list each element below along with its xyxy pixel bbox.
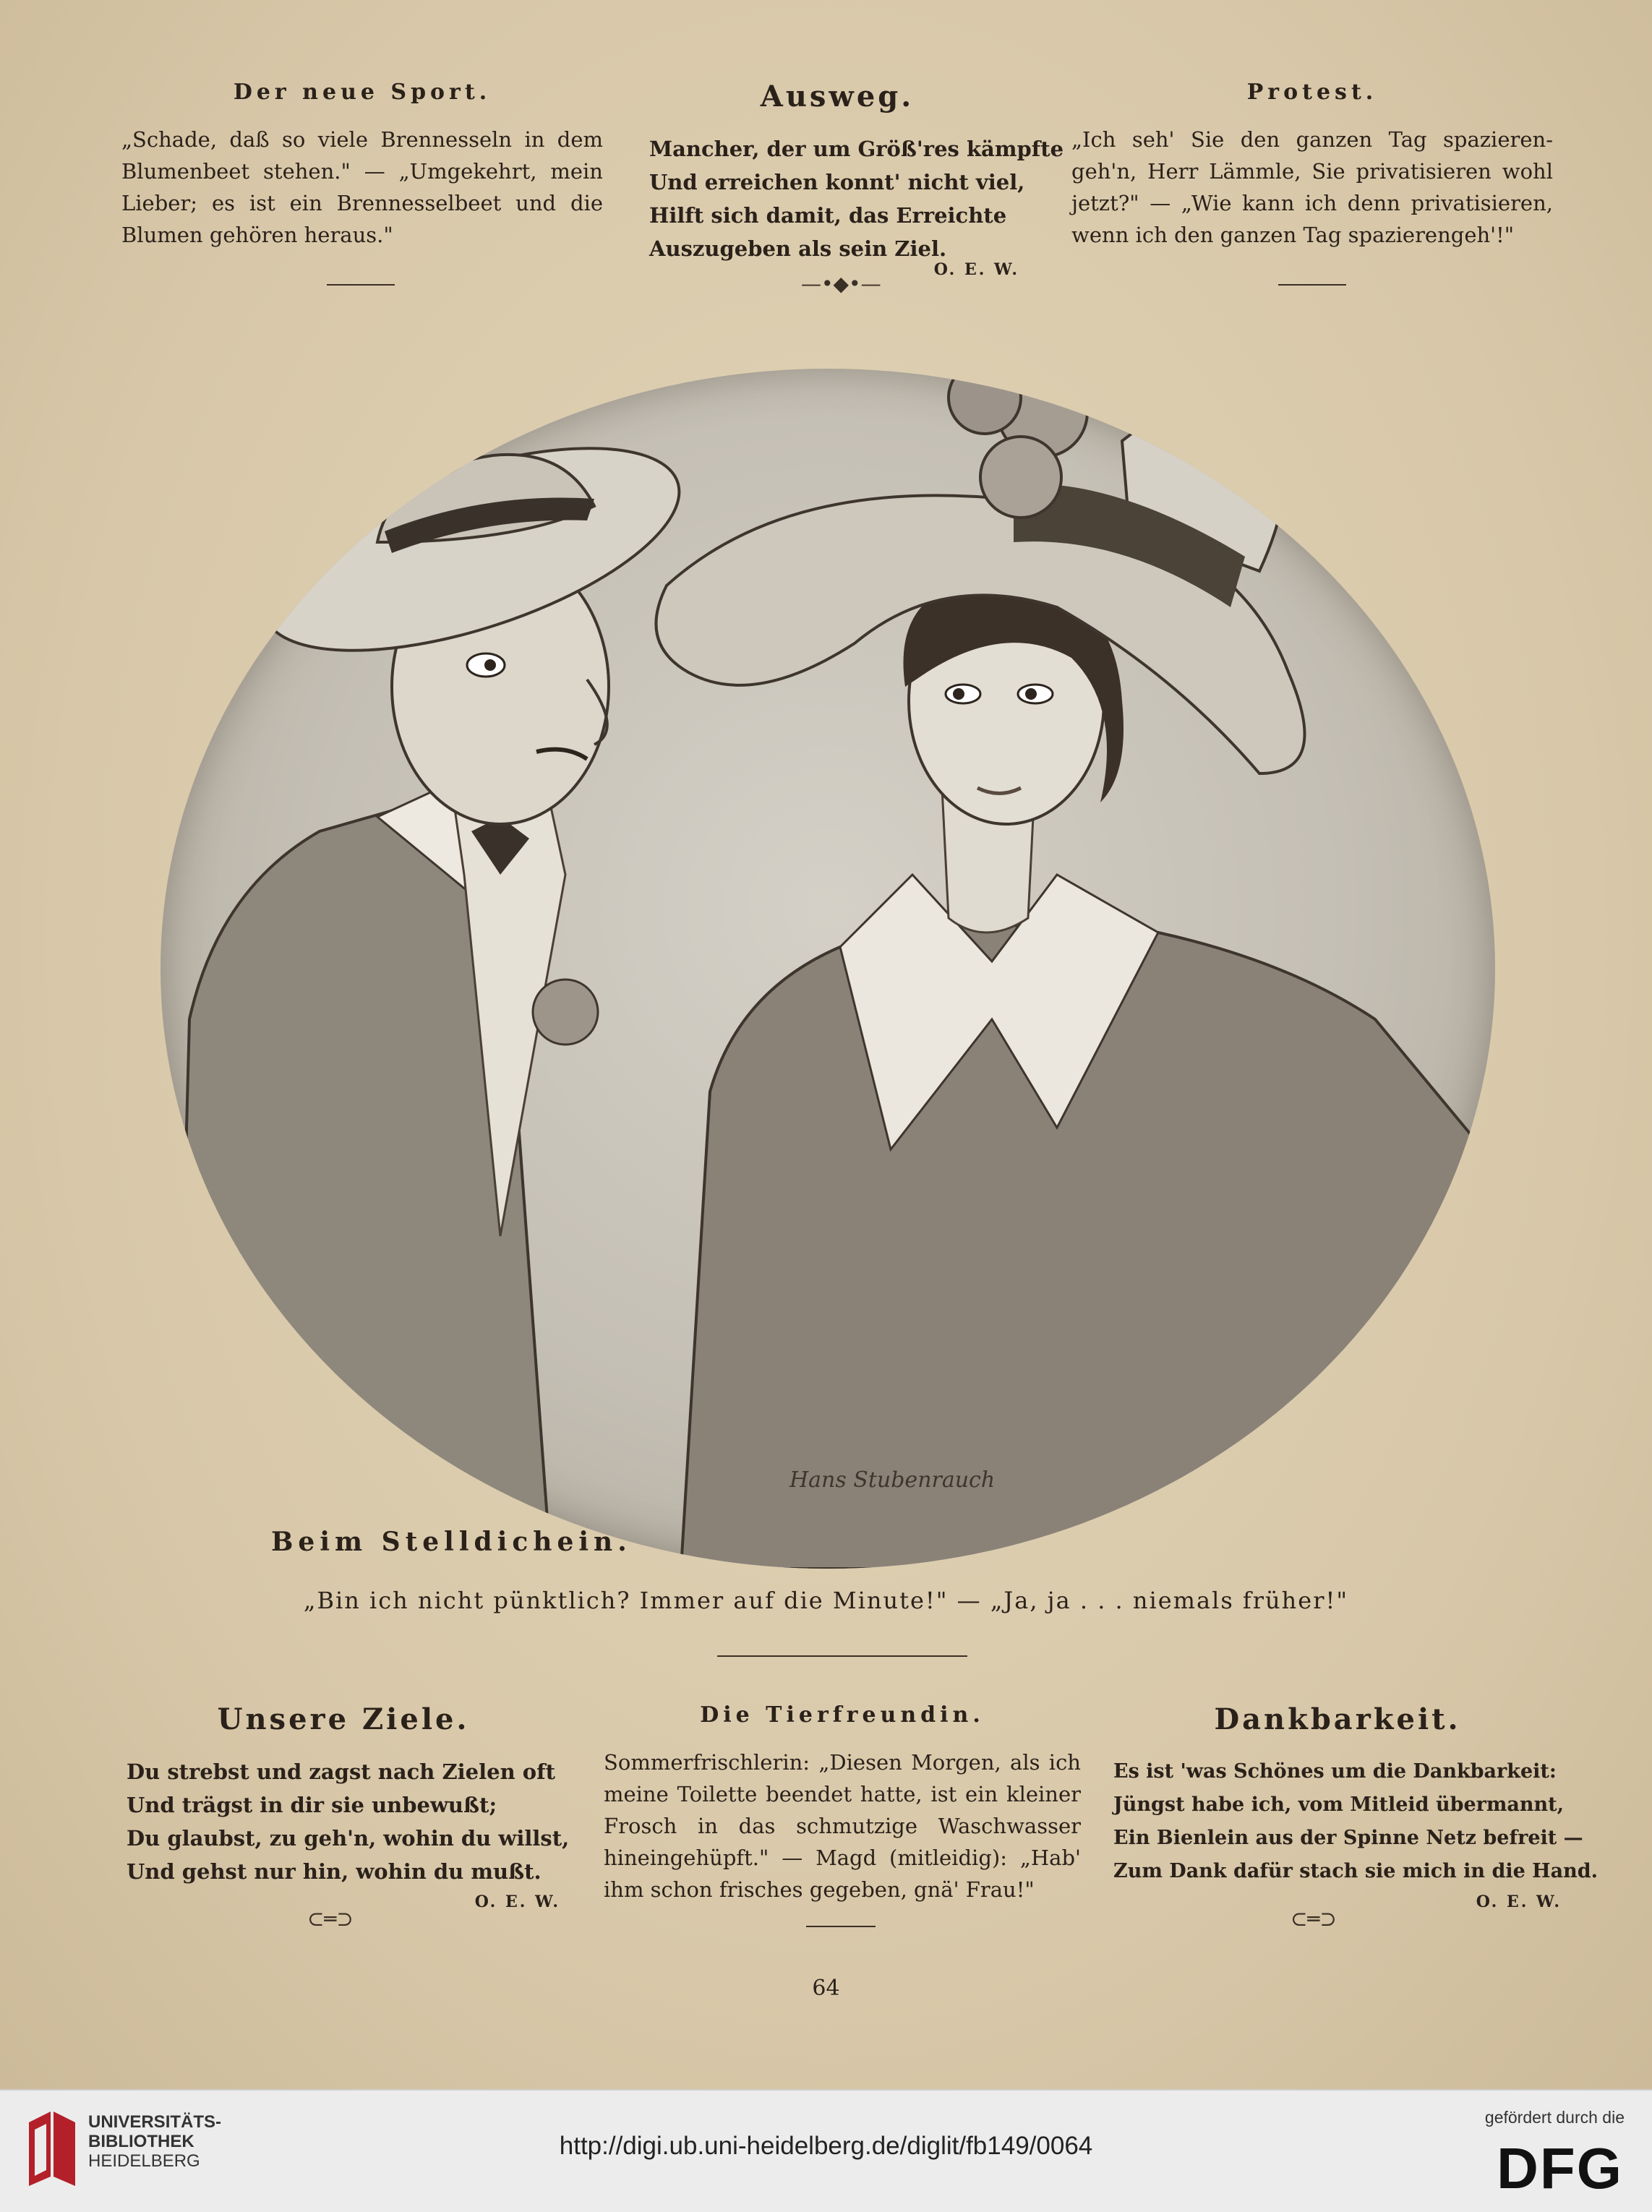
caption-title: Beim Stelldichein. [271, 1527, 632, 1557]
library-line: HEIDELBERG [88, 2151, 200, 2171]
poem-title: Dankbarkeit. [1214, 1702, 1461, 1736]
page-number: 64 [812, 1976, 840, 2001]
poem-line: Hilft sich damit, das Erreichte [649, 203, 1007, 228]
article-text: „Schade, daß so viele Brennesseln in dem Blumenbeet stehen." — „Umgekehrt, mein Lieber; es ist ein Brennesselbeet und die Blumen gehören heraus." [121, 127, 603, 247]
poem-line: Du glaubst, zu geh'n, wohin du willst, [127, 1826, 570, 1851]
man-pupil [484, 659, 496, 671]
divider [717, 1655, 967, 1657]
woman-pupil [953, 688, 964, 700]
library-line: BIBLIOTHEK [88, 2132, 194, 2151]
footer-bar [0, 2089, 1652, 2212]
poem-unsere-ziele [127, 1702, 570, 1911]
poem-signature: O. E. W. [933, 260, 1019, 279]
divider [1278, 284, 1346, 286]
woman-pupil [1025, 688, 1037, 700]
poem-dankbarkeit [1113, 1702, 1598, 1911]
poem-line: Mancher, der um Größ'res kämpfte [649, 137, 1064, 161]
article-title: Protest. [1246, 80, 1378, 105]
article-protest [1071, 80, 1553, 251]
article-text: „Ich seh' Sie den ganzen Tag spazieren-geh'n, Herr Lämmle, Sie privatisieren wohl jetzt?" — „Wie kann ich denn privatisieren, wenn ich den ganzen Tag spazierengeh'!" [1071, 127, 1553, 247]
article-title: Der neue Sport. [233, 80, 492, 105]
divider [327, 284, 395, 286]
article-der-neue-sport [121, 80, 603, 251]
caption-text: „Bin ich nicht pünktlich? Immer auf die Minute!" — „Ja, ja . . . niemals früher!" [303, 1587, 1349, 1614]
article-title: Die Tierfreundin. [700, 1702, 985, 1728]
article-die-tierfreundin [604, 1702, 1081, 1906]
dfg-logo: DFG [1497, 2136, 1623, 2200]
divider [806, 1926, 876, 1927]
ornament-divider: ⊂═⊃ [1291, 1907, 1337, 1931]
couple-illustration [161, 369, 1495, 1569]
poem-line: Ein Bienlein aus der Spinne Netz befreit — [1113, 1827, 1583, 1849]
poem-line: Und gehst nur hin, wohin du mußt. [127, 1859, 542, 1884]
poem-ausweg [649, 80, 1064, 265]
poem-line: Jüngst habe ich, vom Mitleid übermannt, [1113, 1793, 1565, 1816]
permalink-url[interactable]: http://digi.ub.uni-heidelberg.de/diglit/fb149/0064 [559, 2132, 1093, 2160]
article-text: Sommerfrischlerin: „Diesen Morgen, als ich meine Toilette beendet hatte, ist ein kleiner Frosch in das schmutzige Waschwasser hineingehüpft." — Magd (mitleidig): „Hab' ihm schon frisches gegeben, gnä' Frau!" [604, 1750, 1081, 1902]
poem-line: Auszugeben als sein Ziel. [649, 236, 947, 261]
poem-line: Du strebst und zagst nach Zielen oft [127, 1759, 555, 1784]
funding-note: gefördert durch die [1484, 2108, 1625, 2127]
poem-line: Und erreichen konnt' nicht viel, [649, 170, 1025, 194]
poem-title: Unsere Ziele. [217, 1702, 470, 1736]
hat-rose [980, 437, 1061, 518]
ornament-divider: —•◆•— [801, 272, 881, 296]
poem-line: Es ist 'was Schönes um die Dankbarkeit: [1113, 1760, 1557, 1783]
artist-signature: Hans Stubenrauch [789, 1467, 996, 1493]
boutonniere-rose [533, 979, 598, 1045]
poem-signature: O. E. W. [1476, 1892, 1562, 1911]
poem-line: Zum Dank dafür stach sie mich in die Hand. [1113, 1860, 1598, 1882]
illustration-medallion [161, 369, 1495, 1569]
poem-line: Und trägst in dir sie unbewußt; [127, 1793, 497, 1817]
ornament-divider: ⊂═⊃ [307, 1907, 354, 1931]
poem-title: Ausweg. [760, 80, 915, 113]
hat-rose [949, 369, 1021, 434]
library-line: UNIVERSITÄTS- [88, 2112, 222, 2132]
poem-signature: O. E. W. [474, 1892, 560, 1911]
